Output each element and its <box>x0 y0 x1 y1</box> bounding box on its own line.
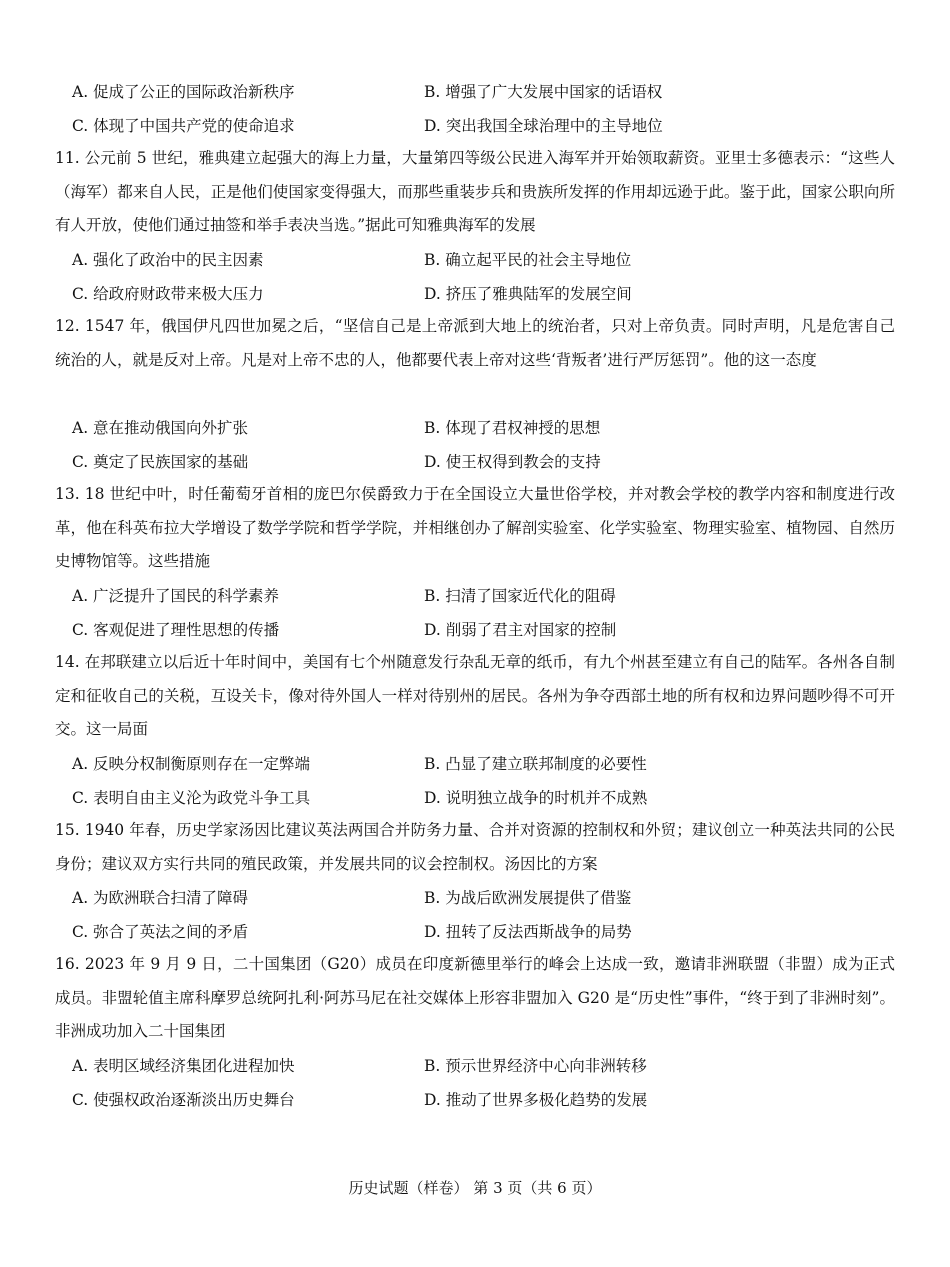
q12-options-row-1 <box>72 415 892 441</box>
q10-options-row-2 <box>72 113 892 139</box>
q13-options-row-2 <box>72 617 892 643</box>
q12-option-b: B. 体现了君权神授的思想 <box>424 419 601 437</box>
q16-options-row-1 <box>72 1053 892 1079</box>
q13-stem: 13. 18 世纪中叶，时任葡萄牙首相的庞巴尔侯爵致力于在全国设立大量世俗学校，并对教会学校的教学内容和制度进行改革，他在科英布拉大学增设了数学学院和哲学学院，并相继创办了解剖实验室、化学实验室、物理实验室、植物园、自然历史博物馆等。这些措施 <box>55 485 895 570</box>
q10-option-d: D. 突出我国全球治理中的主导地位 <box>424 117 663 135</box>
q13-option-c: C. 客观促进了理性思想的传播 <box>72 621 280 639</box>
q11-options-row-2 <box>72 281 892 307</box>
q16-option-b: B. 预示世界经济中心向非洲转移 <box>424 1057 647 1075</box>
q12-option-d: D. 使王权得到教会的支持 <box>424 453 601 471</box>
q16-option-a: A. 表明区域经济集团化进程加快 <box>72 1057 295 1075</box>
q12-stem: 12. 1547 年，俄国伊凡四世加冕之后，“坚信自己是上帝派到大地上的统治者，只对上帝负责。同时声明，凡是危害自己统治的人，就是反对上帝。凡是对上帝不忠的人，他都要代表上帝对这些‘背叛者’进行严厉惩罚”。他的这一态度 <box>55 317 895 369</box>
q14-option-d: D. 说明独立战争的时机并不成熟 <box>424 789 648 807</box>
q13-option-a: A. 广泛提升了国民的科学素养 <box>72 587 280 605</box>
q14-option-b: B. 凸显了建立联邦制度的必要性 <box>424 755 647 773</box>
q16-option-c: C. 使强权政治逐渐淡出历史舞台 <box>72 1091 295 1109</box>
q13-option-d: D. 削弱了君主对国家的控制 <box>424 621 617 639</box>
q13-option-b: B. 扫清了国家近代化的阻碍 <box>424 587 616 605</box>
q11-stem: 11. 公元前 5 世纪，雅典建立起强大的海上力量，大量第四等级公民进入海军并开始领取薪资。亚里士多德表示：“这些人（海军）都来自人民，正是他们使国家变得强大，而那些重装步兵和贵族所发挥的作用却远逊于此。鉴于此，国家公职向所有人开放，使他们通过抽签和举手表决当选。”据此可知雅典海军的发展 <box>55 149 895 234</box>
q10-option-b: B. 增强了广大发展中国家的话语权 <box>424 83 663 101</box>
q12-option-a: A. 意在推动俄国向外扩张 <box>72 419 249 437</box>
q15-option-b: B. 为战后欧洲发展提供了借鉴 <box>424 889 632 907</box>
q11-option-b: B. 确立起平民的社会主导地位 <box>424 251 632 269</box>
q10-option-c: C. 体现了中国共产党的使命追求 <box>72 117 295 135</box>
q15-option-d: D. 扭转了反法西斯战争的局势 <box>424 923 632 941</box>
q11-option-a: A. 强化了政治中的民主因素 <box>72 251 264 269</box>
q15-option-a: A. 为欧洲联合扫清了障碍 <box>72 889 249 907</box>
q12-option-c: C. 奠定了民族国家的基础 <box>72 453 249 471</box>
q14-option-c: C. 表明自由主义沦为政党斗争工具 <box>72 789 311 807</box>
q16-stem: 16. 2023 年 9 月 9 日，二十国集团（G20）成员在印度新德里举行的峰会上达成一致，邀请非洲联盟（非盟）成为正式成员。非盟轮值主席科摩罗总统阿扎利·阿苏马尼在社交媒体上形容非盟加入 G20 是“历史性”事件，“终于到了非洲时刻”。非洲成功加入二十国集团 <box>55 955 895 1040</box>
q15-options-row-2 <box>72 919 892 945</box>
q11-option-c: C. 给政府财政带来极大压力 <box>72 285 264 303</box>
q10-option-a: A. 促成了公正的国际政治新秩序 <box>72 83 295 101</box>
q11-options-row-1 <box>72 247 892 273</box>
q12-options-row-2 <box>72 449 892 475</box>
q14-stem: 14. 在邦联建立以后近十年时间中，美国有七个州随意发行杂乱无章的纸币，有九个州甚至建立有自己的陆军。各州各自制定和征收自己的关税，互设关卡，像对待外国人一样对待别州的居民。各州为争夺西部土地的所有权和边界问题吵得不可开交。这一局面 <box>55 653 895 738</box>
q11-option-d: D. 挤压了雅典陆军的发展空间 <box>424 285 632 303</box>
q14-options-row-1 <box>72 751 892 777</box>
q10-options-row-1 <box>72 79 892 105</box>
q15-stem: 15. 1940 年春，历史学家汤因比建议英法两国合并防务力量、合并对资源的控制权和外贸；建议创立一种英法共同的公民身份；建议双方实行共同的殖民政策，并发展共同的议会控制权。汤因比的方案 <box>55 821 895 873</box>
q15-option-c: C. 弥合了英法之间的矛盾 <box>72 923 249 941</box>
q15-options-row-1 <box>72 885 892 911</box>
q14-option-a: A. 反映分权制衡原则存在一定弊端 <box>72 755 311 773</box>
q14-options-row-2 <box>72 785 892 811</box>
q16-options-row-2 <box>72 1087 892 1113</box>
q13-options-row-1 <box>72 583 892 609</box>
q16-option-d: D. 推动了世界多极化趋势的发展 <box>424 1091 648 1109</box>
page-footer: 历史试题（样卷） 第 3 页（共 6 页） <box>348 1179 602 1197</box>
